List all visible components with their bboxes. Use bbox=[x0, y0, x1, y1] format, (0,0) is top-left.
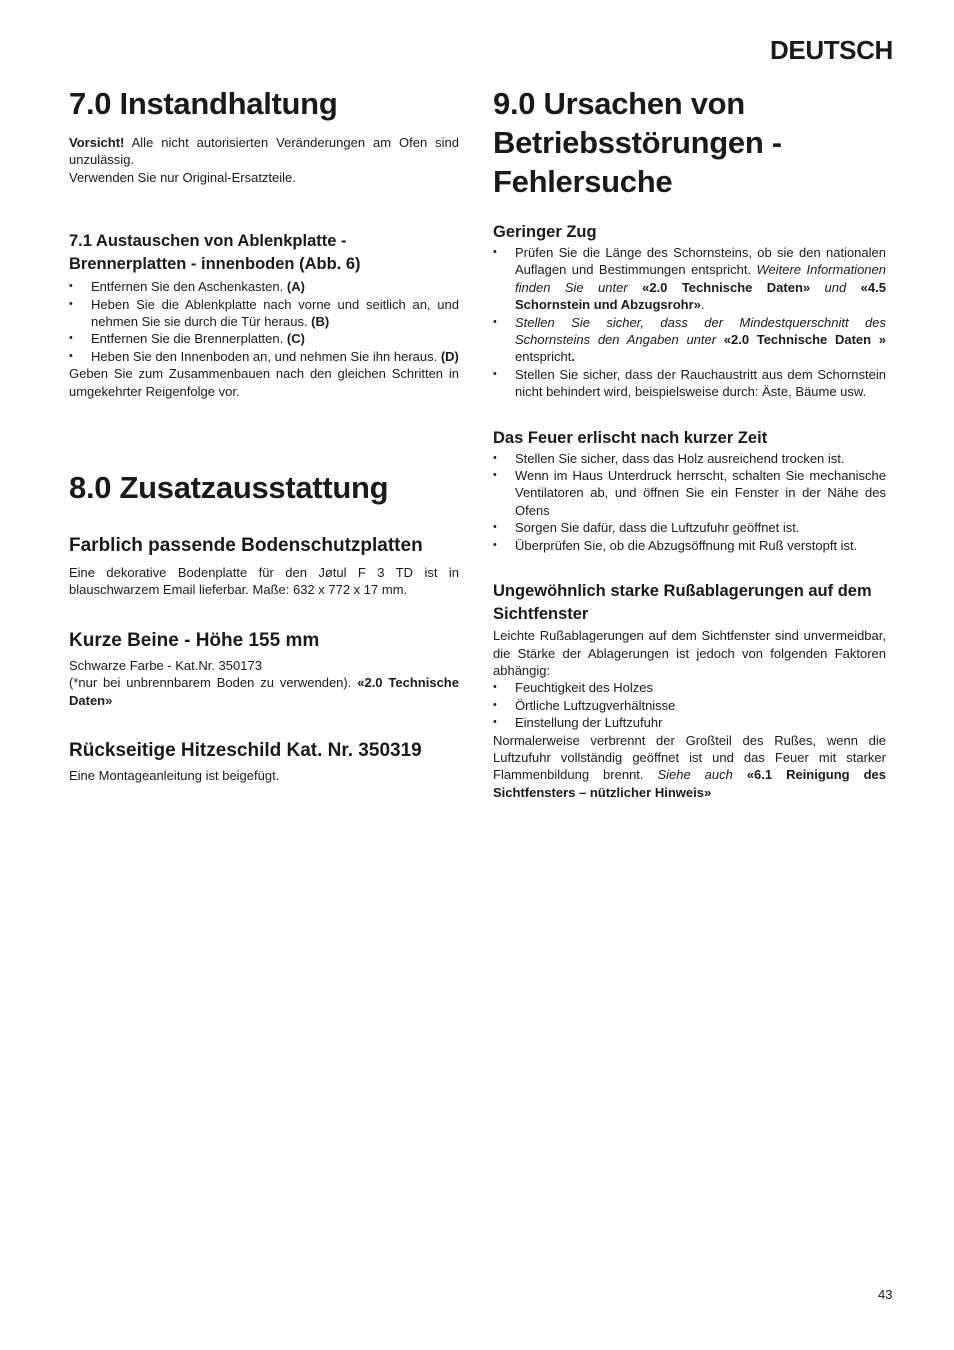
warning-label: Vorsicht! bbox=[69, 135, 125, 150]
accessory-title-floor-plate: Farblich passende Bodenschutzplatten bbox=[69, 535, 423, 557]
section-7-1-list bbox=[69, 278, 459, 365]
section-7-1-closing: Geben Sie zum Zusammenbauen nach den gleichen Schritten in umgekehrter Reigenfolge vor. bbox=[69, 366, 459, 399]
feuer-erlischt-title: Das Feuer erlischt nach kurzer Zeit bbox=[493, 428, 768, 447]
section-8-title: 8.0 Zusatzausstattung bbox=[69, 470, 389, 506]
list-item: • Feuchtigkeit des Holzes bbox=[493, 679, 886, 696]
page-number: 43 bbox=[878, 1287, 893, 1302]
list-item: • Stellen Sie sicher, dass das Holz ausreichend trocken ist. bbox=[493, 450, 886, 467]
russ-title: Ungewöhnlich starke Rußablagerungen auf dem Sichtfenster bbox=[493, 582, 872, 624]
list-item: • Entfernen Sie die Brennerplatten. (C) bbox=[69, 330, 459, 347]
accessory-text-floor-plate: Eine dekorative Bodenplatte für den Jøtul F 3 TD ist in blauschwarzem Email lieferbar. Maße: 632 x 772 x 17 mm. bbox=[69, 565, 459, 598]
accessory-text-short-legs: Schwarze Farbe - Kat.Nr. 350173 (*nur bei unbrennbarem Boden zu verwenden). «2.0 Technische Daten» bbox=[69, 657, 459, 708]
left-column bbox=[69, 84, 459, 785]
accessory-title-short-legs: Kurze Beine - Höhe 155 mm bbox=[69, 629, 320, 651]
list-item: • Stellen Sie sicher, dass der Mindestquerschnitt des Schornsteins den Angaben unter «2.0 Technische Daten » entspricht. bbox=[493, 314, 886, 366]
russ-intro: Leichte Rußablagerungen auf dem Sichtfenster sind unvermeidbar, die Stärke der Ablagerungen ist jedoch von folgenden Faktoren abhängig: bbox=[493, 628, 886, 678]
right-column bbox=[493, 84, 886, 801]
russ-list bbox=[493, 679, 886, 731]
warning-line-2: Verwenden Sie nur Original-Ersatzteile. bbox=[69, 169, 296, 185]
list-item: • Heben Sie den Innenboden an, und nehmen Sie ihn heraus. (D) bbox=[69, 348, 459, 365]
list-item: • Wenn im Haus Unterdruck herrscht, schalten Sie mechanische Ventilatoren ab, und öffnen Sie ein Fenster in der Nähe des Ofens bbox=[493, 467, 886, 519]
feuer-erlischt-list bbox=[493, 450, 886, 554]
list-item: • Überprüfen Sie, ob die Abzugsöffnung mit Ruß verstopft ist. bbox=[493, 537, 886, 554]
warning-paragraph bbox=[69, 134, 459, 186]
list-item: • Stellen Sie sicher, dass der Rauchaustritt aus dem Schornstein nicht behindert wird, beispielsweise durch: Äste, Bäume usw. bbox=[493, 366, 886, 401]
list-item: • Sorgen Sie dafür, dass die Luftzufuhr geöffnet ist. bbox=[493, 519, 886, 536]
accessory-text-heat-shield: Eine Montageanleitung ist beigefügt. bbox=[69, 768, 280, 784]
list-item: • Prüfen Sie die Länge des Schornsteins, ob sie den nationalen Auflagen und Bestimmungen entspricht. Weitere Informationen finden Sie unter «2.0 Technische Daten» und «4.5 Schornstein und Abzugsrohr». bbox=[493, 244, 886, 314]
section-7-1-title: 7.1 Austauschen von Ablenkplatte - Brennerplatten - innenboden (Abb. 6) bbox=[69, 232, 361, 274]
accessory-title-heat-shield: Rückseitige Hitzeschild Kat. Nr. 350319 bbox=[69, 740, 422, 762]
list-item: • Einstellung der Luftzufuhr bbox=[493, 714, 886, 731]
section-9-title: 9.0 Ursachen von Betriebsstörungen - Fehlersuche bbox=[493, 86, 782, 199]
russ-closing: Normalerweise verbrennt der Großteil des Rußes, wenn die Luftzufuhr vollständig geöffnet ist und das Feuer mit starker Flammenbildung brennt. Siehe auch «6.1 Reinigung des Sichtfensters – nützlicher Hinweis» bbox=[493, 732, 886, 800]
geringer-zug-title: Geringer Zug bbox=[493, 223, 597, 241]
language-label: DEUTSCH bbox=[770, 35, 893, 65]
section-7-title: 7.0 Instandhaltung bbox=[69, 86, 338, 121]
geringer-zug-list bbox=[493, 244, 886, 401]
list-item: • Entfernen Sie den Aschenkasten. (A) bbox=[69, 278, 459, 295]
list-item: • Heben Sie die Ablenkplatte nach vorne und seitlich an, und nehmen Sie sie durch die Tür heraus. (B) bbox=[69, 296, 459, 331]
list-item: • Örtliche Luftzugverhältnisse bbox=[493, 697, 886, 714]
warning-text: Alle nicht autorisierten Veränderungen am Ofen sind unzulässig. bbox=[69, 135, 459, 168]
